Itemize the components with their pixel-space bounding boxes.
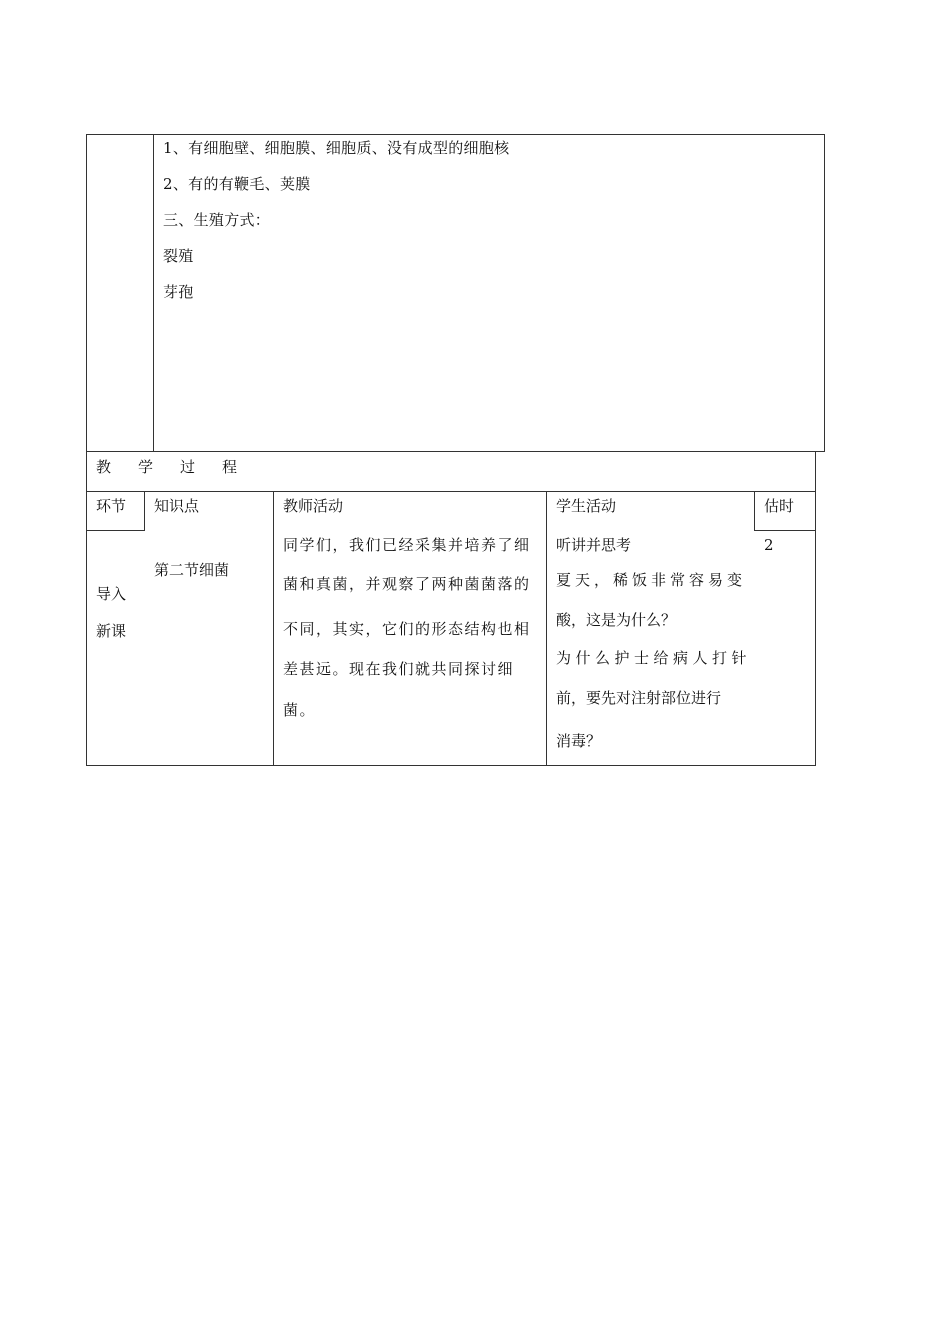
- teacher-line: 同学们，我们已经采集并培养了细: [283, 536, 531, 554]
- content-line: 2、有的有鞭毛、荚膜: [163, 175, 311, 193]
- title-row-divider: [86, 491, 816, 492]
- content-line: 芽孢: [163, 283, 194, 301]
- header-knowledge: 知识点: [154, 497, 200, 515]
- col-divider-1: [144, 491, 145, 531]
- content-line: 三、生殖方式：: [163, 211, 271, 229]
- stage-line-1: 导入: [96, 585, 127, 603]
- stage-line-2: 新课: [96, 622, 127, 640]
- content-line: 裂殖: [163, 247, 194, 265]
- teacher-line: 差甚远。现在我们就共同探讨细: [283, 660, 515, 678]
- knowledge-point: 第二节细菌: [154, 561, 230, 579]
- content-line: 1、有细胞壁、细胞膜、细胞质、没有成型的细胞核: [163, 139, 510, 157]
- student-line: 为什么护士给病人打针: [556, 649, 752, 667]
- header-row-divider-right: [754, 530, 816, 531]
- student-line: 听讲并思考: [556, 536, 632, 554]
- header-row-divider-left: [86, 530, 144, 531]
- student-line: 消毒？: [556, 732, 602, 750]
- header-stage: 环节: [96, 497, 127, 515]
- student-line: 前，要先对注射部位进行: [556, 689, 722, 707]
- col-divider-4: [754, 491, 755, 531]
- teacher-line: 菌和真菌，并观察了两种菌菌落的: [283, 575, 531, 593]
- teacher-line: 不同，其实，它们的形态结构也相: [283, 620, 531, 638]
- top-column-divider: [153, 134, 154, 452]
- header-student: 学生活动: [556, 497, 617, 515]
- process-title: 教 学 过 程: [96, 458, 244, 476]
- teacher-line: 菌。: [283, 701, 317, 719]
- col-divider-2: [273, 491, 274, 766]
- col-divider-3: [546, 491, 547, 766]
- time-estimate: 2: [764, 536, 774, 554]
- student-line: 酸，这是为什么？: [556, 611, 677, 629]
- header-time: 估时: [764, 497, 795, 515]
- header-teacher: 教师活动: [283, 497, 344, 515]
- student-line: 夏天，稀饭非常容易变: [556, 571, 747, 589]
